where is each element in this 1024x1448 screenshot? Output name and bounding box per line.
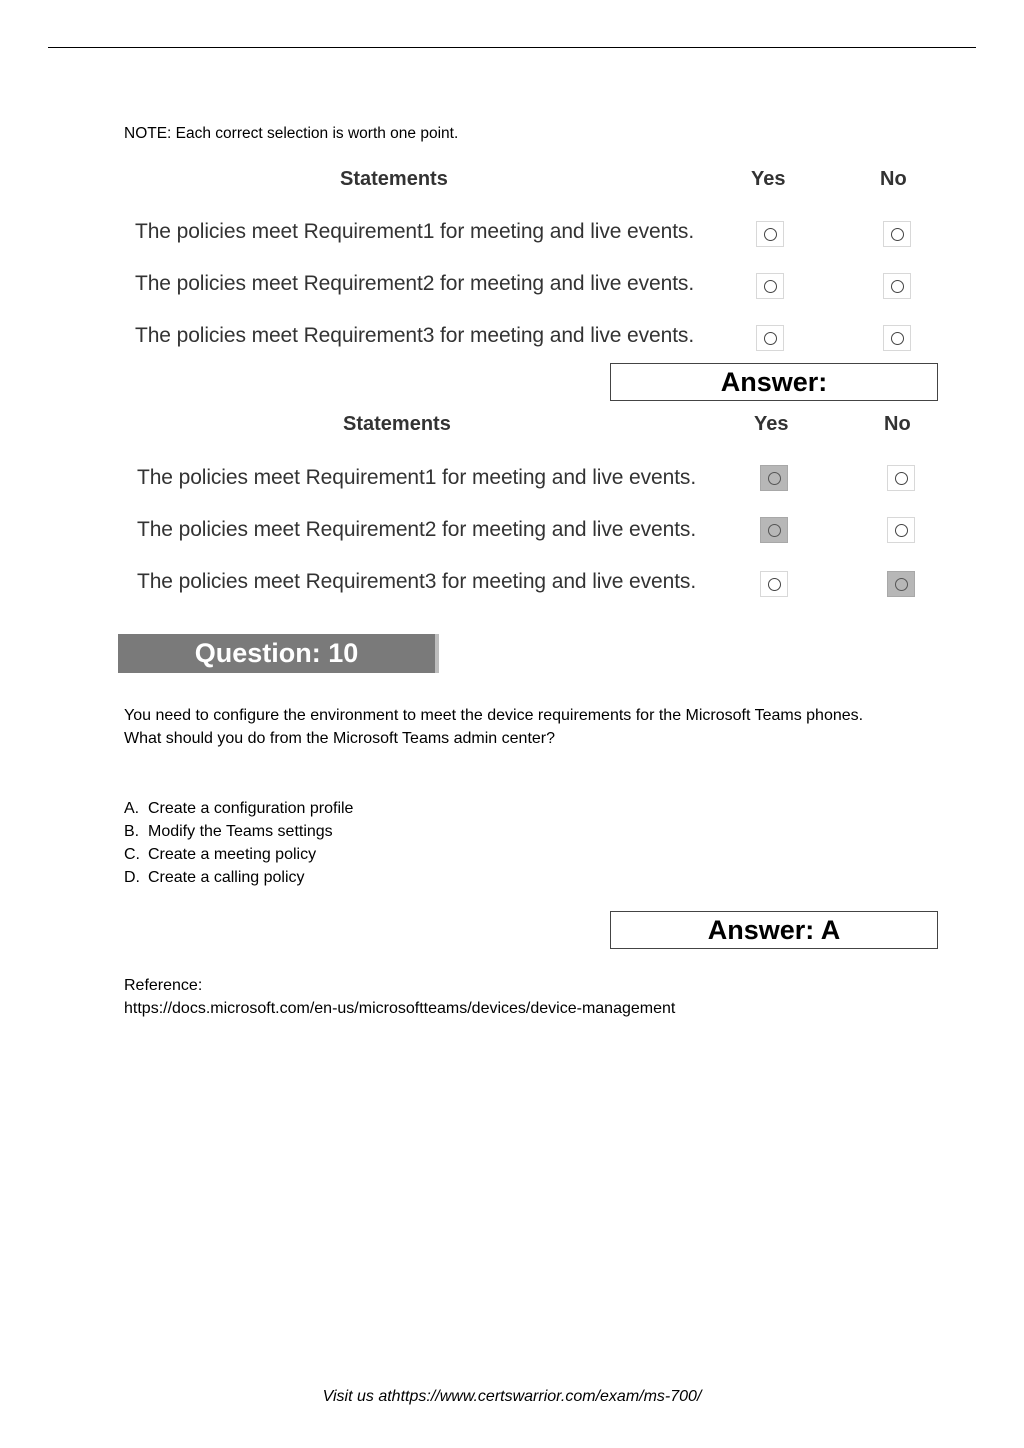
radio-icon [895, 524, 908, 537]
statements-header: Statements [340, 168, 448, 190]
yes-radio[interactable] [760, 465, 788, 491]
radio-icon [768, 524, 781, 537]
no-radio[interactable] [887, 517, 915, 543]
answer-row [124, 510, 954, 550]
statements-header: Statements [343, 413, 451, 435]
question-body: You need to configure the environment to meet the device requirements for the Microsoft Teams phones. [124, 707, 864, 724]
option-d[interactable]: D. Create a calling policy [124, 869, 305, 886]
radio-icon [764, 280, 777, 293]
question-text [124, 704, 928, 750]
no-radio[interactable] [887, 571, 915, 597]
no-header: No [880, 168, 907, 190]
option-c[interactable]: C. Create a meeting policy [124, 846, 317, 863]
answer-label-box: Answer: [610, 363, 938, 401]
option-a[interactable]: A. Create a configuration profile [124, 800, 354, 817]
yes-radio[interactable] [756, 325, 784, 351]
answer-row [124, 458, 954, 498]
question-title: Question: 10 [118, 634, 439, 673]
reference-url[interactable]: https://docs.microsoft.com/en-us/microsoftteams/devices/device-management [124, 1000, 676, 1017]
footer-text[interactable]: Visit us athttps://www.certswarrior.com/exam/ms-700/ [322, 1388, 702, 1405]
statement-text: The policies meet Requirement3 for meeting and live events. [135, 324, 695, 347]
no-header: No [884, 413, 911, 435]
radio-icon [768, 578, 781, 591]
yes-radio[interactable] [760, 571, 788, 597]
reference-label: Reference: [124, 977, 203, 994]
radio-icon [895, 472, 908, 485]
statement-text: The policies meet Requirement3 for meeting and live events. [137, 570, 697, 593]
yes-radio[interactable] [756, 221, 784, 247]
option-b[interactable]: B. Modify the Teams settings [124, 823, 333, 840]
statement-text: The policies meet Requirement2 for meeting and live events. [137, 518, 697, 541]
yes-header: Yes [754, 413, 789, 435]
yes-radio[interactable] [756, 273, 784, 299]
radio-icon [768, 472, 781, 485]
answer-box: Answer: A [610, 911, 938, 949]
yes-radio[interactable] [760, 517, 788, 543]
radio-icon [895, 578, 908, 591]
note-text: NOTE: Each correct selection is worth one point. [124, 125, 459, 142]
radio-icon [764, 332, 777, 345]
radio-icon [764, 228, 777, 241]
no-radio[interactable] [883, 273, 911, 299]
no-radio[interactable] [887, 465, 915, 491]
reference [124, 974, 675, 1020]
statement-text: The policies meet Requirement1 for meeting and live events. [135, 220, 695, 243]
answer-row [124, 562, 954, 602]
yes-header: Yes [751, 168, 786, 190]
statement-text: The policies meet Requirement2 for meeting and live events. [135, 272, 695, 295]
no-radio[interactable] [883, 325, 911, 351]
header-rule [48, 47, 976, 48]
statement-text: The policies meet Requirement1 for meeting and live events. [137, 466, 697, 489]
statement-row [124, 316, 954, 356]
statement-row [124, 264, 954, 304]
options-list [124, 797, 353, 889]
statement-row [124, 212, 954, 252]
radio-icon [891, 332, 904, 345]
radio-icon [891, 280, 904, 293]
no-radio[interactable] [883, 221, 911, 247]
radio-icon [891, 228, 904, 241]
question-prompt: What should you do from the Microsoft Teams admin center? [124, 730, 556, 747]
